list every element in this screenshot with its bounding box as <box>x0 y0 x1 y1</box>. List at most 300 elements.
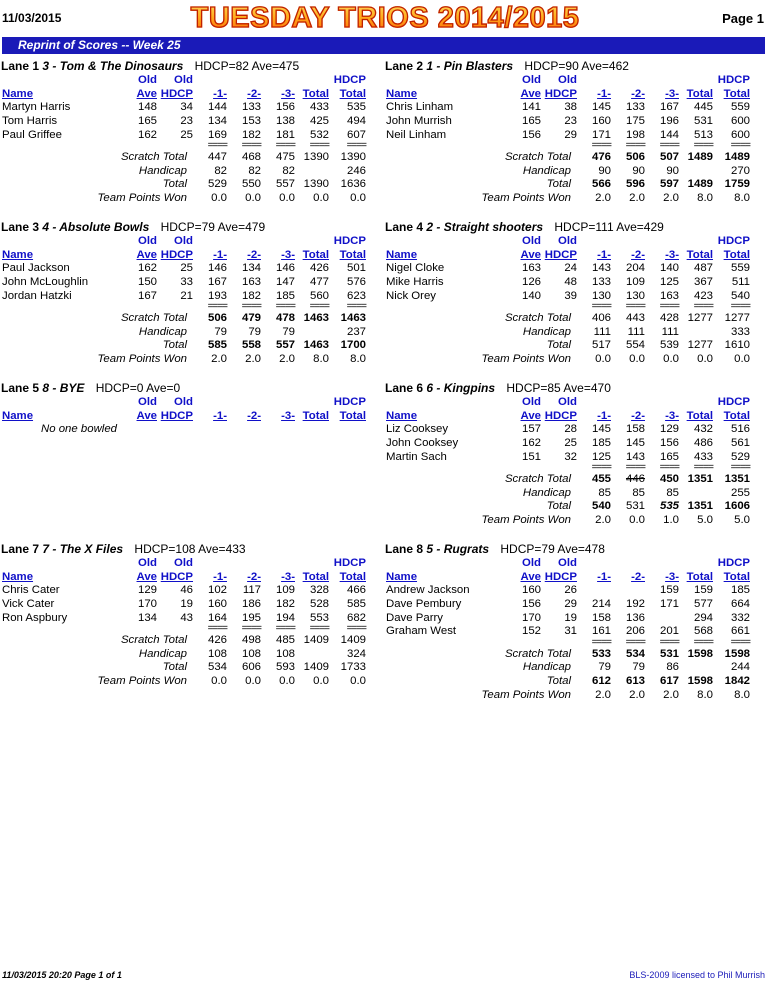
score-cell: 445 <box>693 101 713 114</box>
footer-timestamp: 11/03/2015 20:20 Page 1 of 1 <box>2 970 122 980</box>
lane-number: Lane 2 <box>385 59 427 73</box>
hdcp-label: HDCP <box>333 557 366 570</box>
handicap-value: 108 <box>207 647 227 660</box>
lane-block <box>385 542 765 702</box>
score-cell: 23 <box>564 115 577 128</box>
column-header: Name <box>386 409 418 422</box>
divider: ==== <box>625 462 645 474</box>
score-cell: 576 <box>346 276 366 289</box>
score-cell: 171 <box>591 128 611 141</box>
score-cell: 126 <box>521 276 541 289</box>
score-cell: 156 <box>521 128 541 141</box>
column-header: Ave <box>520 248 541 261</box>
divider: ==== <box>625 637 645 649</box>
points-value: 0.0 <box>734 353 750 366</box>
column-header: Total <box>302 570 329 583</box>
total-label: Total <box>162 178 187 191</box>
hdcp-label: HDCP <box>333 235 366 248</box>
score-cell: 25 <box>180 262 193 275</box>
column-header: Ave <box>520 570 541 583</box>
points-value: 2.0 <box>279 353 295 366</box>
column-header-row <box>385 410 750 424</box>
lane-block <box>1 381 381 437</box>
score-cell: 531 <box>693 115 713 128</box>
score-cell: 165 <box>659 450 679 463</box>
points-value: 0.0 <box>279 192 295 205</box>
column-header: Ave <box>136 409 157 422</box>
column-header-row <box>1 571 366 585</box>
score-cell: 294 <box>693 611 713 624</box>
handicap-value <box>679 487 713 501</box>
scores-table <box>1 557 366 688</box>
score-cell: 129 <box>137 584 157 597</box>
scratch-value: 455 <box>591 473 611 486</box>
old-label: Old <box>558 74 577 87</box>
column-header: Name <box>386 570 418 583</box>
lane-header <box>1 542 381 557</box>
scratch-value: 428 <box>659 312 679 325</box>
total-label: Total <box>162 339 187 352</box>
divider: ==== <box>730 637 750 649</box>
total-row <box>385 675 750 689</box>
handicap-value: 79 <box>598 661 611 674</box>
handicap-label: Handicap <box>522 661 571 674</box>
score-cell: 138 <box>275 115 295 128</box>
score-cell: 125 <box>591 450 611 463</box>
score-cell: 169 <box>207 128 227 141</box>
bowler-row <box>385 611 750 625</box>
old-label: Old <box>558 235 577 248</box>
column-header: Total <box>723 87 750 100</box>
bowler-row <box>1 276 366 290</box>
column-header: HDCP <box>544 87 577 100</box>
column-header: HDCP <box>544 409 577 422</box>
score-cell: 425 <box>309 115 329 128</box>
score-cell: 161 <box>591 625 611 638</box>
handicap-value: 85 <box>666 486 679 499</box>
score-cell: 367 <box>693 276 713 289</box>
total-value: 1610 <box>724 339 750 352</box>
old-label: Old <box>522 235 541 248</box>
team-hdcp-ave: HDCP=79 Ave=479 <box>157 220 266 234</box>
lane-block <box>1 220 381 366</box>
score-cell: 31 <box>564 625 577 638</box>
score-cell: 181 <box>275 128 295 141</box>
score-cell: 129 <box>659 423 679 436</box>
handicap-value <box>679 326 713 340</box>
column-header: Name <box>386 87 418 100</box>
score-cell: 185 <box>591 437 611 450</box>
total-value: 1463 <box>303 339 329 352</box>
scratch-value: 506 <box>625 151 645 164</box>
bowler-name: Chris Linham <box>386 101 454 114</box>
column-header: -1- <box>213 87 227 100</box>
score-cell: 198 <box>625 128 645 141</box>
divider: ==== <box>659 140 679 152</box>
points-value: 0.0 <box>313 675 329 688</box>
points-value: 0.0 <box>211 192 227 205</box>
score-cell: 43 <box>180 611 193 624</box>
score-cell: 133 <box>591 276 611 289</box>
score-cell: 560 <box>309 289 329 302</box>
handicap-value: 333 <box>730 325 750 338</box>
total-value: 557 <box>275 339 295 352</box>
column-header: HDCP <box>160 248 193 261</box>
score-cell: 32 <box>564 450 577 463</box>
score-cell: 153 <box>241 115 261 128</box>
bowler-row <box>1 115 366 129</box>
total-value: 1351 <box>687 500 713 513</box>
total-row <box>1 661 366 675</box>
bowler-name: Liz Cooksey <box>386 423 449 436</box>
divider: ==== <box>309 140 329 152</box>
handicap-row <box>385 661 750 675</box>
column-header: Total <box>686 248 713 261</box>
points-label: Team Points Won <box>97 675 187 688</box>
team-hdcp-ave: HDCP=82 Ave=475 <box>191 59 300 73</box>
points-value: 2.0 <box>245 353 261 366</box>
score-cell: 134 <box>137 611 157 624</box>
divider-row <box>1 303 366 312</box>
column-header: Ave <box>520 409 541 422</box>
column-header: -1- <box>213 409 227 422</box>
column-header: -1- <box>213 248 227 261</box>
bowler-name: Vick Cater <box>2 598 55 611</box>
points-row <box>1 192 366 206</box>
score-cell: 148 <box>137 101 157 114</box>
lane-header <box>1 220 381 235</box>
divider: ==== <box>659 637 679 649</box>
column-header-row <box>1 557 366 571</box>
score-cell: 39 <box>564 289 577 302</box>
handicap-value: 85 <box>598 486 611 499</box>
total-row <box>385 500 750 514</box>
points-value: 2.0 <box>211 353 227 366</box>
total-value: 557 <box>275 178 295 191</box>
lane-header <box>385 542 765 557</box>
points-value: 8.0 <box>313 353 329 366</box>
column-header: HDCP <box>160 409 193 422</box>
points-value: 8.0 <box>697 192 713 205</box>
divider: ==== <box>591 301 611 313</box>
score-cell: 160 <box>591 115 611 128</box>
total-value: 585 <box>207 339 227 352</box>
old-label: Old <box>138 74 157 87</box>
score-cell: 600 <box>730 128 750 141</box>
team-hdcp-ave: HDCP=111 Ave=429 <box>551 220 664 234</box>
total-value: 566 <box>591 178 611 191</box>
score-cell: 29 <box>564 128 577 141</box>
team-hdcp-ave: HDCP=79 Ave=478 <box>497 542 605 556</box>
points-value: 0.0 <box>245 192 261 205</box>
column-header: -1- <box>597 409 611 422</box>
column-header: Total <box>302 409 329 422</box>
total-label: Total <box>162 661 187 674</box>
scratch-value: 443 <box>625 312 645 325</box>
score-cell: 163 <box>659 289 679 302</box>
points-label: Team Points Won <box>481 514 571 527</box>
team-hdcp-ave: HDCP=0 Ave=0 <box>92 381 181 395</box>
total-value: 606 <box>241 661 261 674</box>
score-cell: 528 <box>309 598 329 611</box>
team-name: 4 - Absolute Bowls <box>42 220 150 234</box>
score-cell: 487 <box>693 262 713 275</box>
column-header: -3- <box>665 248 679 261</box>
score-cell: 568 <box>693 625 713 638</box>
divider: ==== <box>207 140 227 152</box>
score-cell: 175 <box>625 115 645 128</box>
handicap-row <box>385 487 750 501</box>
column-header: Name <box>2 570 34 583</box>
old-label: Old <box>174 396 193 409</box>
score-cell: 165 <box>521 115 541 128</box>
handicap-label: Handicap <box>522 325 571 338</box>
column-header: HDCP <box>160 87 193 100</box>
lane-number: Lane 6 <box>385 381 427 395</box>
points-label: Team Points Won <box>97 353 187 366</box>
scratch-value: 485 <box>275 634 295 647</box>
score-cell: 182 <box>241 289 261 302</box>
score-cell: 553 <box>309 611 329 624</box>
column-header: Name <box>386 248 418 261</box>
score-cell: 24 <box>564 262 577 275</box>
team-name: 6 - Kingpins <box>426 381 496 395</box>
handicap-value: 111 <box>593 325 611 338</box>
scratch-label: Scratch Total <box>120 312 187 325</box>
scores-table <box>1 396 366 437</box>
points-value: 0.0 <box>663 353 679 366</box>
score-cell: 46 <box>180 584 193 597</box>
bowler-name: Neil Linham <box>386 128 447 141</box>
team-hdcp-ave: HDCP=108 Ave=433 <box>131 542 246 556</box>
total-value: 1700 <box>340 339 366 352</box>
divider: ==== <box>346 140 366 152</box>
scratch-value: 534 <box>625 647 645 660</box>
total-row <box>1 178 366 192</box>
score-cell: 661 <box>730 625 750 638</box>
total-value: 534 <box>207 661 227 674</box>
score-cell: 134 <box>241 262 261 275</box>
handicap-value: 82 <box>248 164 261 177</box>
bowler-name: Martin Sach <box>386 450 447 463</box>
old-label: Old <box>138 557 157 570</box>
bowler-row <box>1 262 366 276</box>
column-header: Total <box>723 570 750 583</box>
column-header: Total <box>686 409 713 422</box>
team-name: 1 - Pin Blasters <box>426 59 514 73</box>
points-value: 0.0 <box>697 353 713 366</box>
old-label: Old <box>174 235 193 248</box>
score-cell: 540 <box>730 289 750 302</box>
score-cell: 559 <box>730 262 750 275</box>
column-header: -3- <box>281 409 295 422</box>
column-header-row <box>385 74 750 88</box>
score-cell: 466 <box>346 584 366 597</box>
column-header: Ave <box>136 570 157 583</box>
score-cell: 33 <box>180 276 193 289</box>
points-value: 0.0 <box>629 514 645 527</box>
total-value: 1277 <box>687 339 713 352</box>
points-value: 2.0 <box>595 688 611 701</box>
total-value: 539 <box>659 339 679 352</box>
bowler-name: John Cooksey <box>386 437 459 450</box>
score-cell: 163 <box>241 276 261 289</box>
old-label: Old <box>174 557 193 570</box>
bowler-name: Chris Cater <box>2 584 60 597</box>
column-header: -2- <box>631 87 645 100</box>
points-row <box>1 675 366 689</box>
divider: ==== <box>693 301 713 313</box>
handicap-label: Handicap <box>138 647 187 660</box>
handicap-label: Handicap <box>138 164 187 177</box>
handicap-value: 255 <box>730 486 750 499</box>
score-cell: 433 <box>693 450 713 463</box>
total-row <box>385 339 750 353</box>
scratch-row <box>1 151 366 165</box>
points-label: Team Points Won <box>481 688 571 701</box>
score-cell: 167 <box>137 289 157 302</box>
team-name: 8 - BYE <box>42 381 85 395</box>
points-row <box>385 353 750 367</box>
scratch-value: 498 <box>241 634 261 647</box>
score-cell: 623 <box>346 289 366 302</box>
divider: ==== <box>591 462 611 474</box>
score-cell: 433 <box>309 101 329 114</box>
column-header: -3- <box>281 570 295 583</box>
divider: ==== <box>730 462 750 474</box>
handicap-value <box>295 165 329 179</box>
total-label: Total <box>546 675 571 688</box>
column-header: HDCP <box>544 570 577 583</box>
bowler-name: John McLoughlin <box>2 276 89 289</box>
score-cell: 144 <box>207 101 227 114</box>
column-header: -3- <box>665 570 679 583</box>
score-cell: 332 <box>730 611 750 624</box>
score-cell: 486 <box>693 437 713 450</box>
print-date: 11/03/2015 <box>2 11 62 25</box>
column-header: Total <box>723 248 750 261</box>
score-cell: 162 <box>137 128 157 141</box>
divider-row <box>385 142 750 151</box>
points-value: 2.0 <box>629 688 645 701</box>
score-cell: 162 <box>137 262 157 275</box>
divider: ==== <box>309 301 329 313</box>
points-row <box>1 353 366 367</box>
score-cell: 151 <box>521 450 541 463</box>
old-label: Old <box>522 396 541 409</box>
scratch-value: 1598 <box>724 647 750 660</box>
points-value: 2.0 <box>595 514 611 527</box>
lane-number: Lane 7 <box>1 542 43 556</box>
score-cell: 109 <box>275 584 295 597</box>
score-cell: 501 <box>346 262 366 275</box>
handicap-label: Handicap <box>522 486 571 499</box>
scores-table <box>385 557 750 702</box>
points-value: 0.0 <box>211 675 227 688</box>
old-label: Old <box>522 74 541 87</box>
score-cell: 185 <box>275 289 295 302</box>
league-title: TUESDAY TRIOS 2014/2015 <box>190 2 580 34</box>
scratch-value: 1390 <box>303 151 329 164</box>
score-cell: 143 <box>591 262 611 275</box>
score-cell: 25 <box>180 128 193 141</box>
score-cell: 160 <box>207 598 227 611</box>
column-header: Total <box>723 409 750 422</box>
handicap-row <box>385 165 750 179</box>
total-value: 529 <box>207 178 227 191</box>
scratch-value: 1277 <box>687 312 713 325</box>
total-value: 596 <box>625 178 645 191</box>
score-cell: 150 <box>137 276 157 289</box>
old-label: Old <box>558 557 577 570</box>
total-value: 550 <box>241 178 261 191</box>
column-header-row <box>385 88 750 102</box>
total-label: Total <box>546 178 571 191</box>
points-value: 2.0 <box>663 192 679 205</box>
lane-block <box>385 59 765 205</box>
score-cell: 170 <box>521 611 541 624</box>
column-header: Total <box>339 570 366 583</box>
scratch-value: 426 <box>207 634 227 647</box>
column-header: HDCP <box>160 570 193 583</box>
scratch-value: 533 <box>591 647 611 660</box>
divider-row <box>385 303 750 312</box>
bowler-name: Ron Aspbury <box>2 611 68 624</box>
points-value: 0.0 <box>629 353 645 366</box>
lane-block <box>1 542 381 688</box>
total-value: 1636 <box>340 178 366 191</box>
handicap-value: 244 <box>730 661 750 674</box>
divider: ==== <box>346 301 366 313</box>
column-header: Ave <box>136 87 157 100</box>
total-value: 617 <box>659 675 679 688</box>
column-header: Name <box>2 248 34 261</box>
bowler-row <box>385 584 750 598</box>
handicap-value <box>679 661 713 675</box>
bowler-name: Paul Griffee <box>2 128 62 141</box>
bowler-name: Paul Jackson <box>2 262 70 275</box>
points-value: 5.0 <box>697 514 713 527</box>
score-cell: 159 <box>659 584 679 597</box>
score-cell: 195 <box>241 611 261 624</box>
score-cell: 513 <box>693 128 713 141</box>
no-bowlers-note: No one bowled <box>41 423 117 436</box>
handicap-label: Handicap <box>138 325 187 338</box>
scratch-row <box>385 473 750 487</box>
column-header: Total <box>339 248 366 261</box>
score-cell: 19 <box>564 611 577 624</box>
scratch-value: 475 <box>275 151 295 164</box>
score-cell: 167 <box>659 101 679 114</box>
handicap-value: 79 <box>248 325 261 338</box>
hdcp-label: HDCP <box>717 74 750 87</box>
total-value: 593 <box>275 661 295 674</box>
lane-block <box>385 220 765 366</box>
divider: ==== <box>730 140 750 152</box>
lane-header <box>385 220 765 235</box>
team-hdcp-ave: HDCP=85 Ave=470 <box>503 381 611 395</box>
points-value: 0.0 <box>350 192 366 205</box>
column-header-row <box>1 235 366 249</box>
scratch-label: Scratch Total <box>120 151 187 164</box>
total-row <box>385 178 750 192</box>
handicap-value: 79 <box>282 325 295 338</box>
score-cell: 158 <box>591 611 611 624</box>
divider: ==== <box>693 140 713 152</box>
score-cell: 682 <box>346 611 366 624</box>
total-value: 1759 <box>724 178 750 191</box>
column-header: -3- <box>281 87 295 100</box>
